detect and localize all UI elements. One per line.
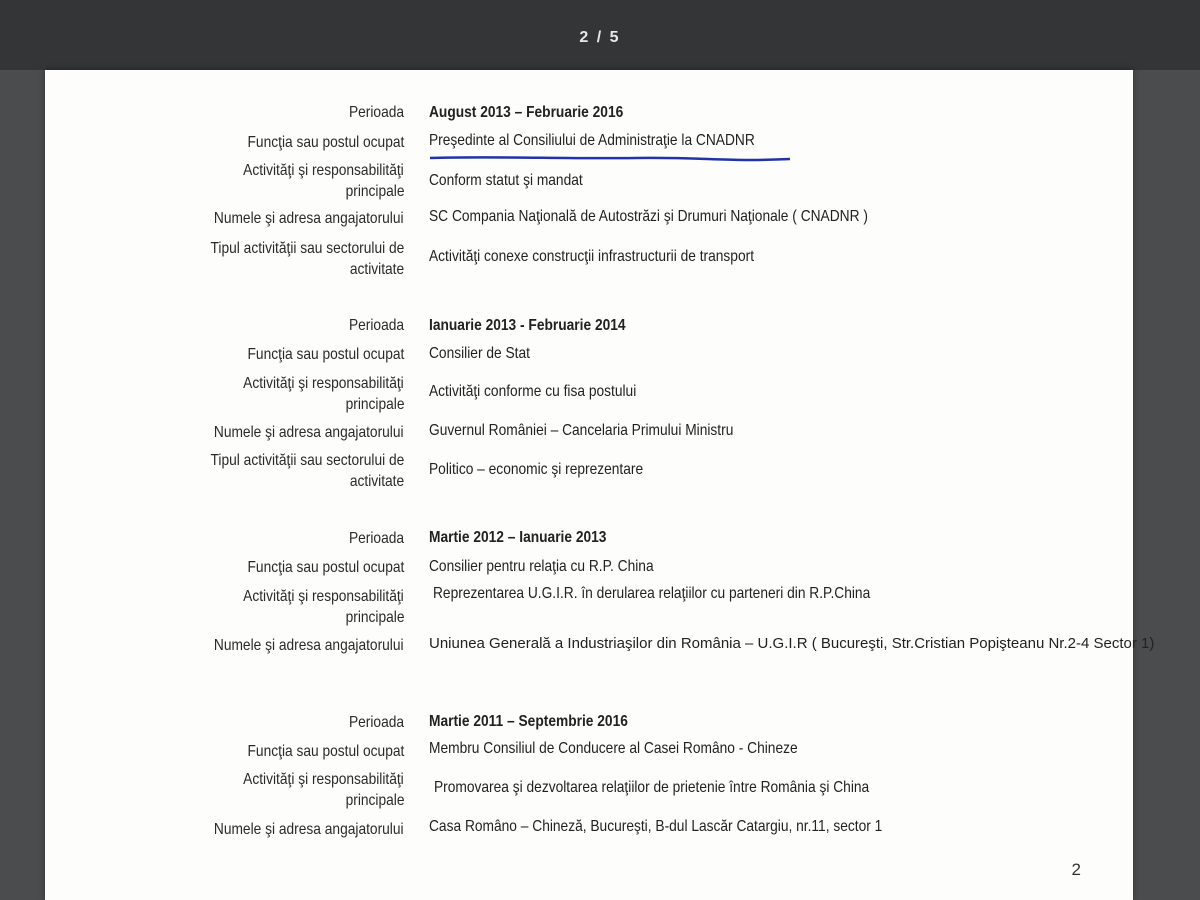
- entry-2-sector: Politico – economic şi reprezentare: [429, 461, 644, 478]
- page-number: 2: [1071, 860, 1081, 879]
- label-sector-2: activitate: [349, 261, 404, 278]
- label-sector-2: activitate: [349, 473, 404, 490]
- label-activities-2: principale: [345, 396, 404, 413]
- label-activities-1: Activităţi şi responsabilităţi: [243, 771, 404, 788]
- label-position: Funcţia sau postul ocupat: [247, 743, 404, 760]
- entry-1-employer: SC Compania Naţională de Autostrăzi şi Drumuri Naţionale ( CNADNR ): [429, 208, 868, 225]
- page-indicator: 2 / 5: [579, 29, 621, 46]
- entry-2-position: Consilier de Stat: [429, 345, 530, 362]
- entry-3-employer: Uniunea Generală a Industriaşilor din România – U.G.I.R ( Bucureşti, Str.Cristian Popişteanu Nr.2-4 Sector 1): [429, 635, 1155, 652]
- entry-3-period: Martie 2012 – Ianuarie 2013: [429, 529, 607, 546]
- entry-4-employer: Casa Româno – Chineză, Bucureşti, B-dul Lascăr Catargiu, nr.11, sector 1: [429, 818, 883, 835]
- label-activities-1: Activităţi şi responsabilităţi: [243, 588, 404, 605]
- label-employer: Numele şi adresa angajatorului: [214, 821, 404, 838]
- entry-3-activities: Reprezentarea U.G.I.R. în derularea relaţiilor cu parteneri din R.P.China: [433, 585, 871, 602]
- label-employer: Numele şi adresa angajatorului: [214, 210, 404, 227]
- handwritten-underline-annotation: [425, 152, 795, 172]
- entry-1-activities: Conform statut şi mandat: [429, 172, 583, 189]
- entry-1-sector: Activităţi conexe construcţii infrastructurii de transport: [429, 248, 755, 265]
- label-position: Funcţia sau postul ocupat: [247, 134, 404, 151]
- label-employer: Numele şi adresa angajatorului: [214, 637, 404, 654]
- label-position: Funcţia sau postul ocupat: [247, 559, 404, 576]
- entry-4-activities: Promovarea şi dezvoltarea relaţiilor de prietenie între România şi China: [434, 779, 870, 796]
- label-period: Perioada: [348, 714, 404, 731]
- entry-1-period: August 2013 – Februarie 2016: [429, 104, 624, 121]
- label-activities-2: principale: [345, 183, 404, 200]
- viewer-toolbar: [0, 0, 1200, 70]
- label-sector-1: Tipul activităţii sau sectorului de: [210, 452, 404, 469]
- entry-2-period: Ianuarie 2013 - Februarie 2014: [429, 317, 626, 334]
- label-period: Perioada: [348, 530, 404, 547]
- entry-1-position: Preşedinte al Consiliului de Administraţie la CNADNR: [429, 132, 755, 149]
- label-position: Funcţia sau postul ocupat: [247, 346, 404, 363]
- label-period: Perioada: [348, 317, 404, 334]
- label-activities-1: Activităţi şi responsabilităţi: [243, 162, 404, 179]
- label-sector-1: Tipul activităţii sau sectorului de: [210, 240, 404, 257]
- entry-3-position: Consilier pentru relaţia cu R.P. China: [429, 558, 654, 575]
- entry-4-position: Membru Consiliul de Conducere al Casei Româno - Chineze: [429, 740, 798, 757]
- label-activities-2: principale: [345, 792, 404, 809]
- entry-2-employer: Guvernul României – Cancelaria Primului Ministru: [429, 422, 734, 439]
- label-employer: Numele şi adresa angajatorului: [214, 424, 404, 441]
- entry-4-period: Martie 2011 – Septembrie 2016: [429, 713, 628, 730]
- label-period: Perioada: [348, 104, 404, 121]
- label-activities-2: principale: [345, 609, 404, 626]
- document-page: [45, 70, 1155, 900]
- entry-2-activities: Activităţi conforme cu fisa postului: [429, 383, 637, 400]
- label-activities-1: Activităţi şi responsabilităţi: [243, 375, 404, 392]
